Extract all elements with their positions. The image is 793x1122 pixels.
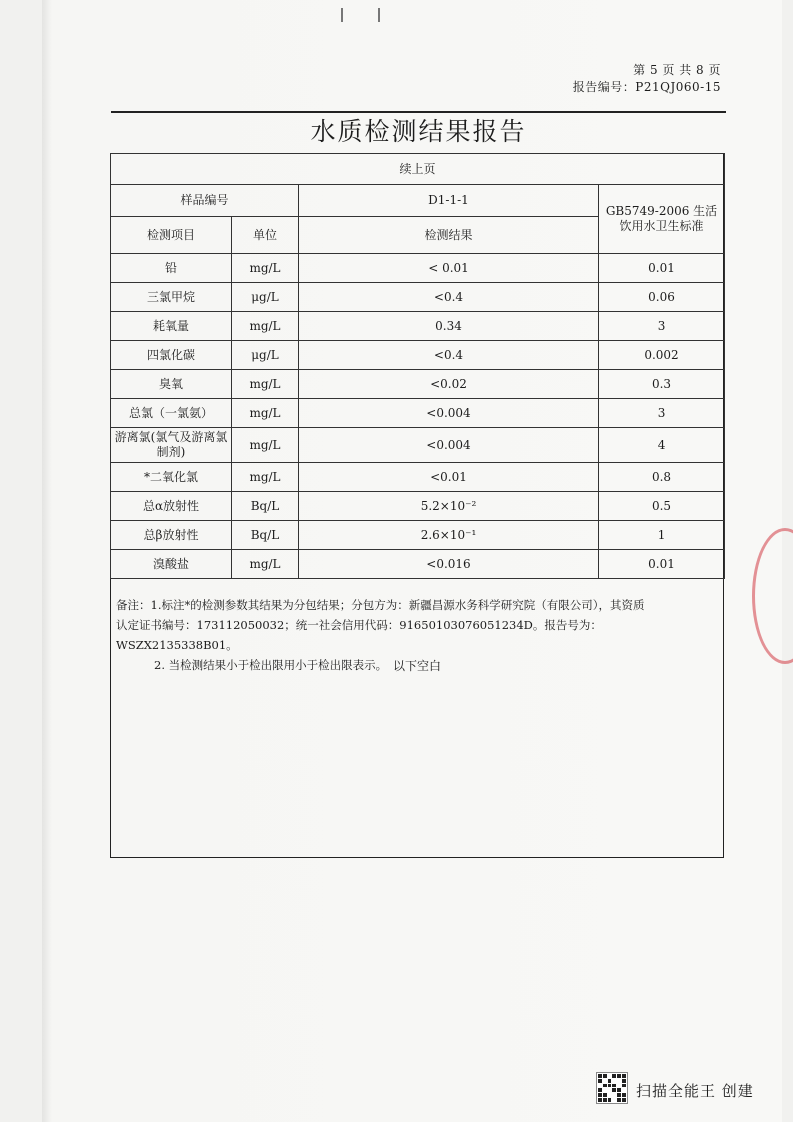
cell-item: 游离氯(氯气及游离氯制剂) <box>111 428 232 463</box>
page-title: 水质检测结果报告 <box>310 117 527 146</box>
cell-item: *二氧化氯 <box>111 463 232 492</box>
table-row <box>111 370 725 399</box>
cell-result: <0.02 <box>299 370 599 399</box>
cell-result: <0.004 <box>299 428 599 463</box>
scan-mark <box>341 8 343 22</box>
cell-item: 四氯化碳 <box>111 341 232 370</box>
cell-item: 溴酸盐 <box>111 550 232 579</box>
cell-result: <0.004 <box>299 399 599 428</box>
table-row <box>111 463 725 492</box>
scan-mark <box>378 8 380 22</box>
cell-result: <0.01 <box>299 463 599 492</box>
cell-result: <0.4 <box>299 283 599 312</box>
cell-unit: mg/L <box>232 550 299 579</box>
cell-result: < 0.01 <box>299 254 599 283</box>
cell-item: 三氯甲烷 <box>111 283 232 312</box>
cell-limit: 0.5 <box>599 492 725 521</box>
cell-limit: 0.3 <box>599 370 725 399</box>
result-header: 检测结果 <box>299 217 599 254</box>
note-line: 2. 当检测结果小于检出限用小于检出限表示。 <box>154 658 388 672</box>
unit-header: 单位 <box>232 217 299 254</box>
cell-limit: 3 <box>599 312 725 341</box>
continued-label: 续上页 <box>111 154 725 185</box>
cell-item: 臭氧 <box>111 370 232 399</box>
cell-item: 耗氧量 <box>111 312 232 341</box>
scanner-watermark: 扫描全能王 创建 <box>636 1082 754 1100</box>
cell-result: 0.34 <box>299 312 599 341</box>
cell-unit: mg/L <box>232 254 299 283</box>
table-row <box>111 521 725 550</box>
table-row <box>111 399 725 428</box>
cell-limit: 0.8 <box>599 463 725 492</box>
sample-no-value: D1-1-1 <box>299 185 599 217</box>
report-header <box>573 62 721 96</box>
sample-no-label: 样品编号 <box>111 185 299 217</box>
cell-item: 铅 <box>111 254 232 283</box>
cell-unit: μg/L <box>232 341 299 370</box>
item-header: 检测项目 <box>111 217 232 254</box>
cell-limit: 0.06 <box>599 283 725 312</box>
table-row <box>111 283 725 312</box>
blank-below-mark: 以下空白 <box>392 659 441 673</box>
page-indicator: 第 5 页 共 8 页 <box>633 63 721 77</box>
cell-unit: Bq/L <box>232 492 299 521</box>
cell-unit: mg/L <box>232 370 299 399</box>
cell-limit: 0.01 <box>599 254 725 283</box>
table-row <box>111 550 725 579</box>
note-line: 备注：1.标注*的检测参数其结果为分包结果；分包方为：新疆昌源水务科学研究院（有限公司），其资质 <box>116 598 645 612</box>
cell-unit: mg/L <box>232 428 299 463</box>
cell-unit: μg/L <box>232 283 299 312</box>
cell-unit: mg/L <box>232 312 299 341</box>
cell-limit: 1 <box>599 521 725 550</box>
cell-limit: 4 <box>599 428 725 463</box>
table-row <box>111 254 725 283</box>
cell-result: 5.2×10⁻² <box>299 492 599 521</box>
report-number: 报告编号：P21QJ060-15 <box>572 80 721 94</box>
table-row <box>111 428 725 463</box>
cell-unit: Bq/L <box>232 521 299 550</box>
table-row <box>111 492 725 521</box>
cell-result: 2.6×10⁻¹ <box>299 521 599 550</box>
cell-result: <0.4 <box>299 341 599 370</box>
table-row <box>111 341 725 370</box>
cell-limit: 3 <box>599 399 725 428</box>
results-table <box>110 153 725 579</box>
cell-result: <0.016 <box>299 550 599 579</box>
cell-item: 总β放射性 <box>111 521 232 550</box>
cell-unit: mg/L <box>232 463 299 492</box>
cell-item: 总氯（一氯氨） <box>111 399 232 428</box>
cell-limit: 0.002 <box>599 341 725 370</box>
cell-unit: mg/L <box>232 399 299 428</box>
qr-code-icon <box>596 1072 628 1104</box>
note-line: 认定证书编号：173112050032；统一社会信用代码：91650103076051234D。报告号为：WSZX2135338B01。 <box>116 618 602 652</box>
table-row <box>111 312 725 341</box>
standard-header: GB5749-2006 生活饮用水卫生标准 <box>599 185 725 254</box>
cell-item: 总α放射性 <box>111 492 232 521</box>
cell-limit: 0.01 <box>599 550 725 579</box>
